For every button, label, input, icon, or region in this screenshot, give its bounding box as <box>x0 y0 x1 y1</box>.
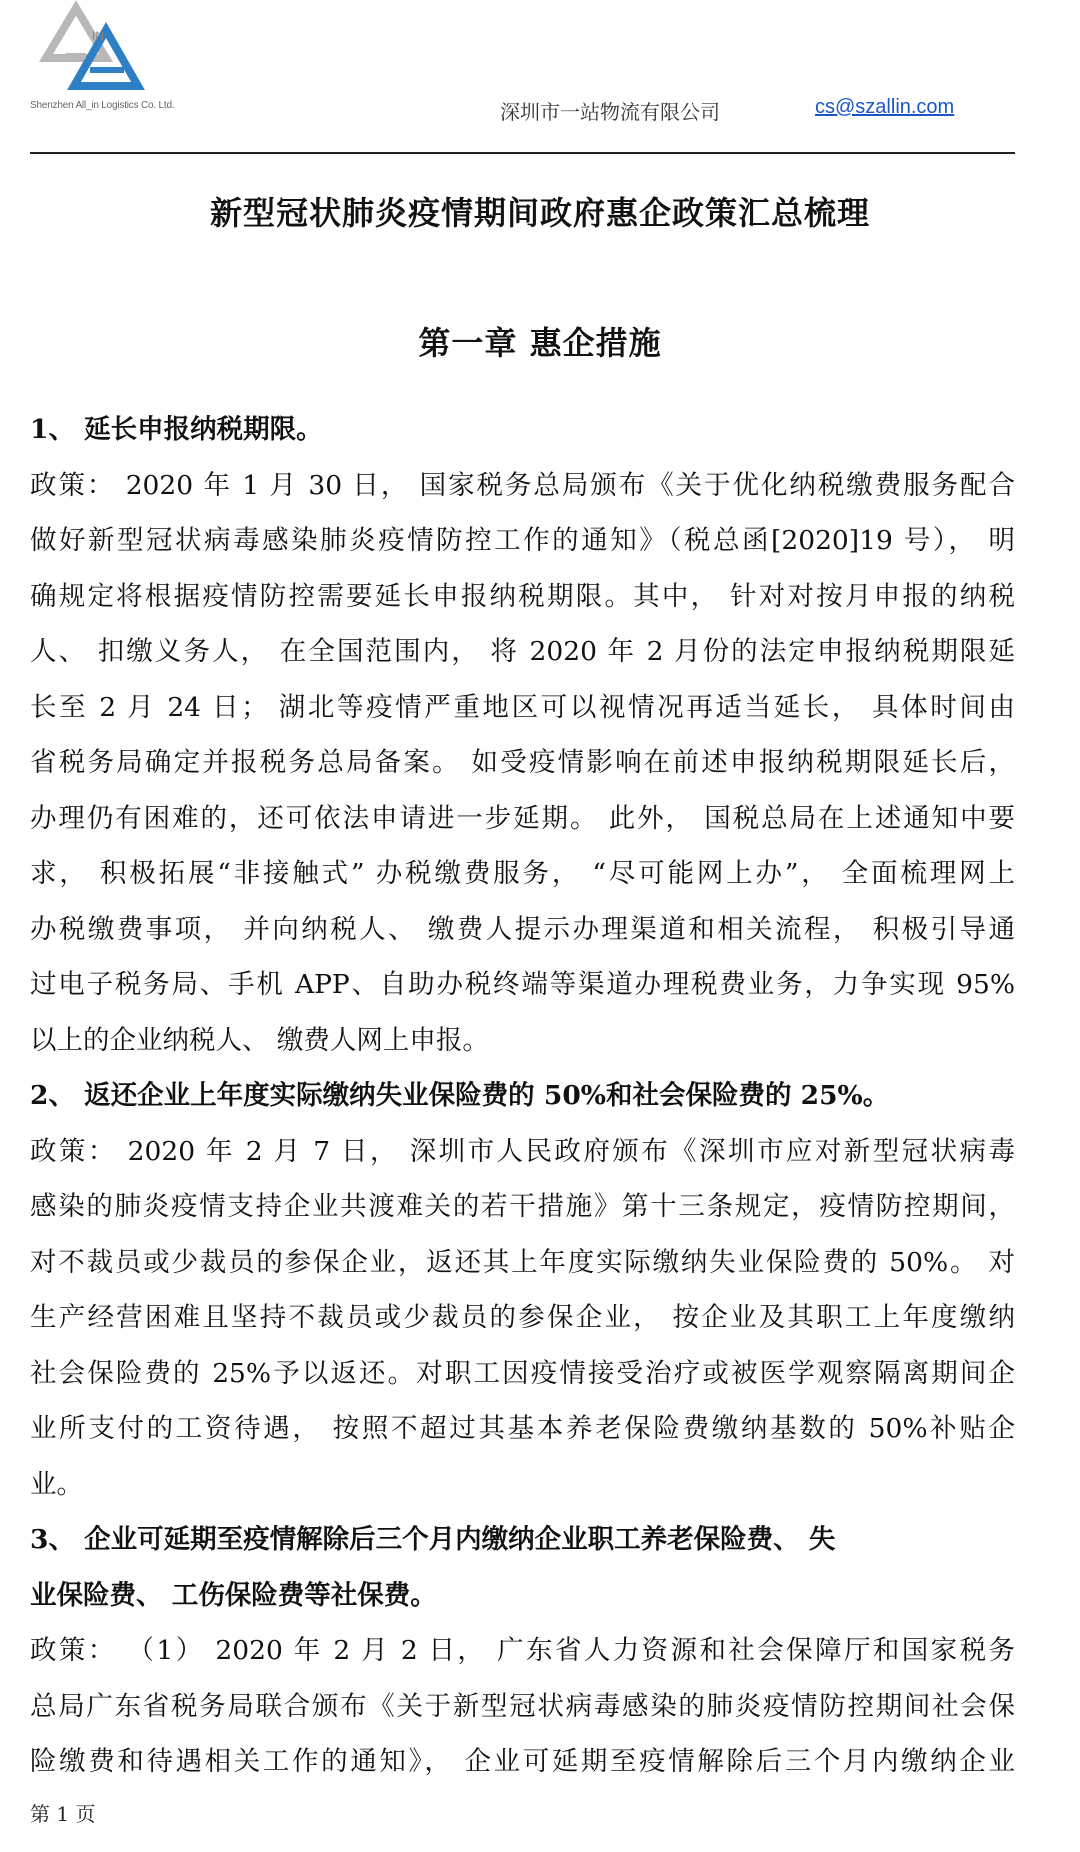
section-heading: 1、 延长申报纳税期限。 <box>30 414 323 445</box>
section-heading-continued: 业保险费、 工伤保险费等社保费。 <box>30 1579 437 1611</box>
section-heading: 3、 企业可延期至疫情解除后三个月内缴纳企业职工养老保险费、 失 <box>30 1524 836 1555</box>
paragraph-line: 人、 扣缴义务人， 在全国范围内， 将 2020 年 2 月份的法定申报纳税期限延 <box>30 636 1015 667</box>
email-link[interactable]: cs@szallin.com <box>815 96 955 118</box>
paragraph-line: 办理仍有困难的，还可依法申请进一步延期。 此外， 国税总局在上述通知中要 <box>30 802 1015 834</box>
paragraph-line: 对不裁员或少裁员的参保企业，返还其上年度实际缴纳失业保险费的 50%。 对 <box>30 1246 1015 1278</box>
paragraph-line: 政策： 2020 年 2 月 7 日， 深圳市人民政府颁布《深圳市应对新型冠状病毒 <box>30 1135 1015 1167</box>
paragraph-line: 办税缴费事项， 并向纳税人、 缴费人提示办理渠道和相关流程， 积极引导通 <box>30 913 1015 945</box>
paragraph-line: 生产经营困难且坚持不裁员或少裁员的参保企业， 按企业及其职工上年度缴纳 <box>30 1302 1015 1333</box>
paragraph-line: 业。 <box>30 1468 83 1500</box>
paragraph-line: 以上的企业纳税人、 缴费人网上申报。 <box>30 1024 489 1056</box>
svg-text:IN: IN <box>92 29 104 43</box>
paragraph-line: 社会保险费的 25%予以返还。对职工因疫情接受治疗或被医学观察隔离期间企 <box>30 1357 1015 1389</box>
paragraph-line: 过电子税务局、手机 APP、自助办税终端等渠道办理税费业务，力争实现 95% <box>30 969 1015 1000</box>
document-body <box>30 402 1015 1790</box>
paragraph-line: 政策： （1） 2020 年 2 月 2 日， 广东省人力资源和社会保障厅和国家税务 <box>30 1635 1015 1666</box>
page-number: 第 1 页 <box>30 1802 96 1826</box>
paragraph-line: 业所支付的工资待遇， 按照不超过其基本养老保险费缴纳基数的 50%补贴企 <box>30 1413 1015 1444</box>
paragraph-line: 长至 2 月 24 日； 湖北等疫情严重地区可以视情况再适当延长， 具体时间由 <box>30 691 1015 723</box>
paragraph-line: 感染的肺炎疫情支持企业共渡难关的若干措施》第十三条规定，疫情防控期间， <box>30 1191 1015 1222</box>
paragraph-line: 确规定将根据疫情防控需要延长申报纳税期限。其中， 针对对按月申报的纳税 <box>30 580 1015 612</box>
paragraph-line: 险缴费和待遇相关工作的通知》， 企业可延期至疫情解除后三个月内缴纳企业 <box>30 1746 1015 1777</box>
logo-caption: Shenzhen All_in Logistics Co. Ltd. <box>30 100 175 111</box>
paragraph-line: 总局广东省税务局联合颁布《关于新型冠状病毒感染的肺炎疫情防控期间社会保 <box>30 1690 1015 1722</box>
page-header <box>0 0 1080 160</box>
paragraph-line: 做好新型冠状病毒感染肺炎疫情防控工作的通知》（税总函[2020]19 号）， 明 <box>30 525 1015 556</box>
chapter-title: 第一章 惠企措施 <box>418 324 662 362</box>
document-title: 新型冠状肺炎疫情期间政府惠企政策汇总梳理 <box>209 194 870 232</box>
paragraph-line: 政策： 2020 年 1 月 30 日， 国家税务总局颁布《关于优化纳税缴费服务配合 <box>30 469 1015 501</box>
section-heading: 2、 返还企业上年度实际缴纳失业保险费的 50%和社会保险费的 25%。 <box>30 1080 890 1111</box>
company-name: 深圳市一站物流有限公司 <box>500 100 720 124</box>
paragraph-line: 求， 积极拓展“非接触式” 办税缴费服务， “尽可能网上办”， 全面梳理网上 <box>30 858 1015 889</box>
paragraph-line: 省税务局确定并报税务总局备案。 如受疫情影响在前述申报纳税期限延长后， <box>30 747 1015 778</box>
header-rule <box>30 152 1015 154</box>
